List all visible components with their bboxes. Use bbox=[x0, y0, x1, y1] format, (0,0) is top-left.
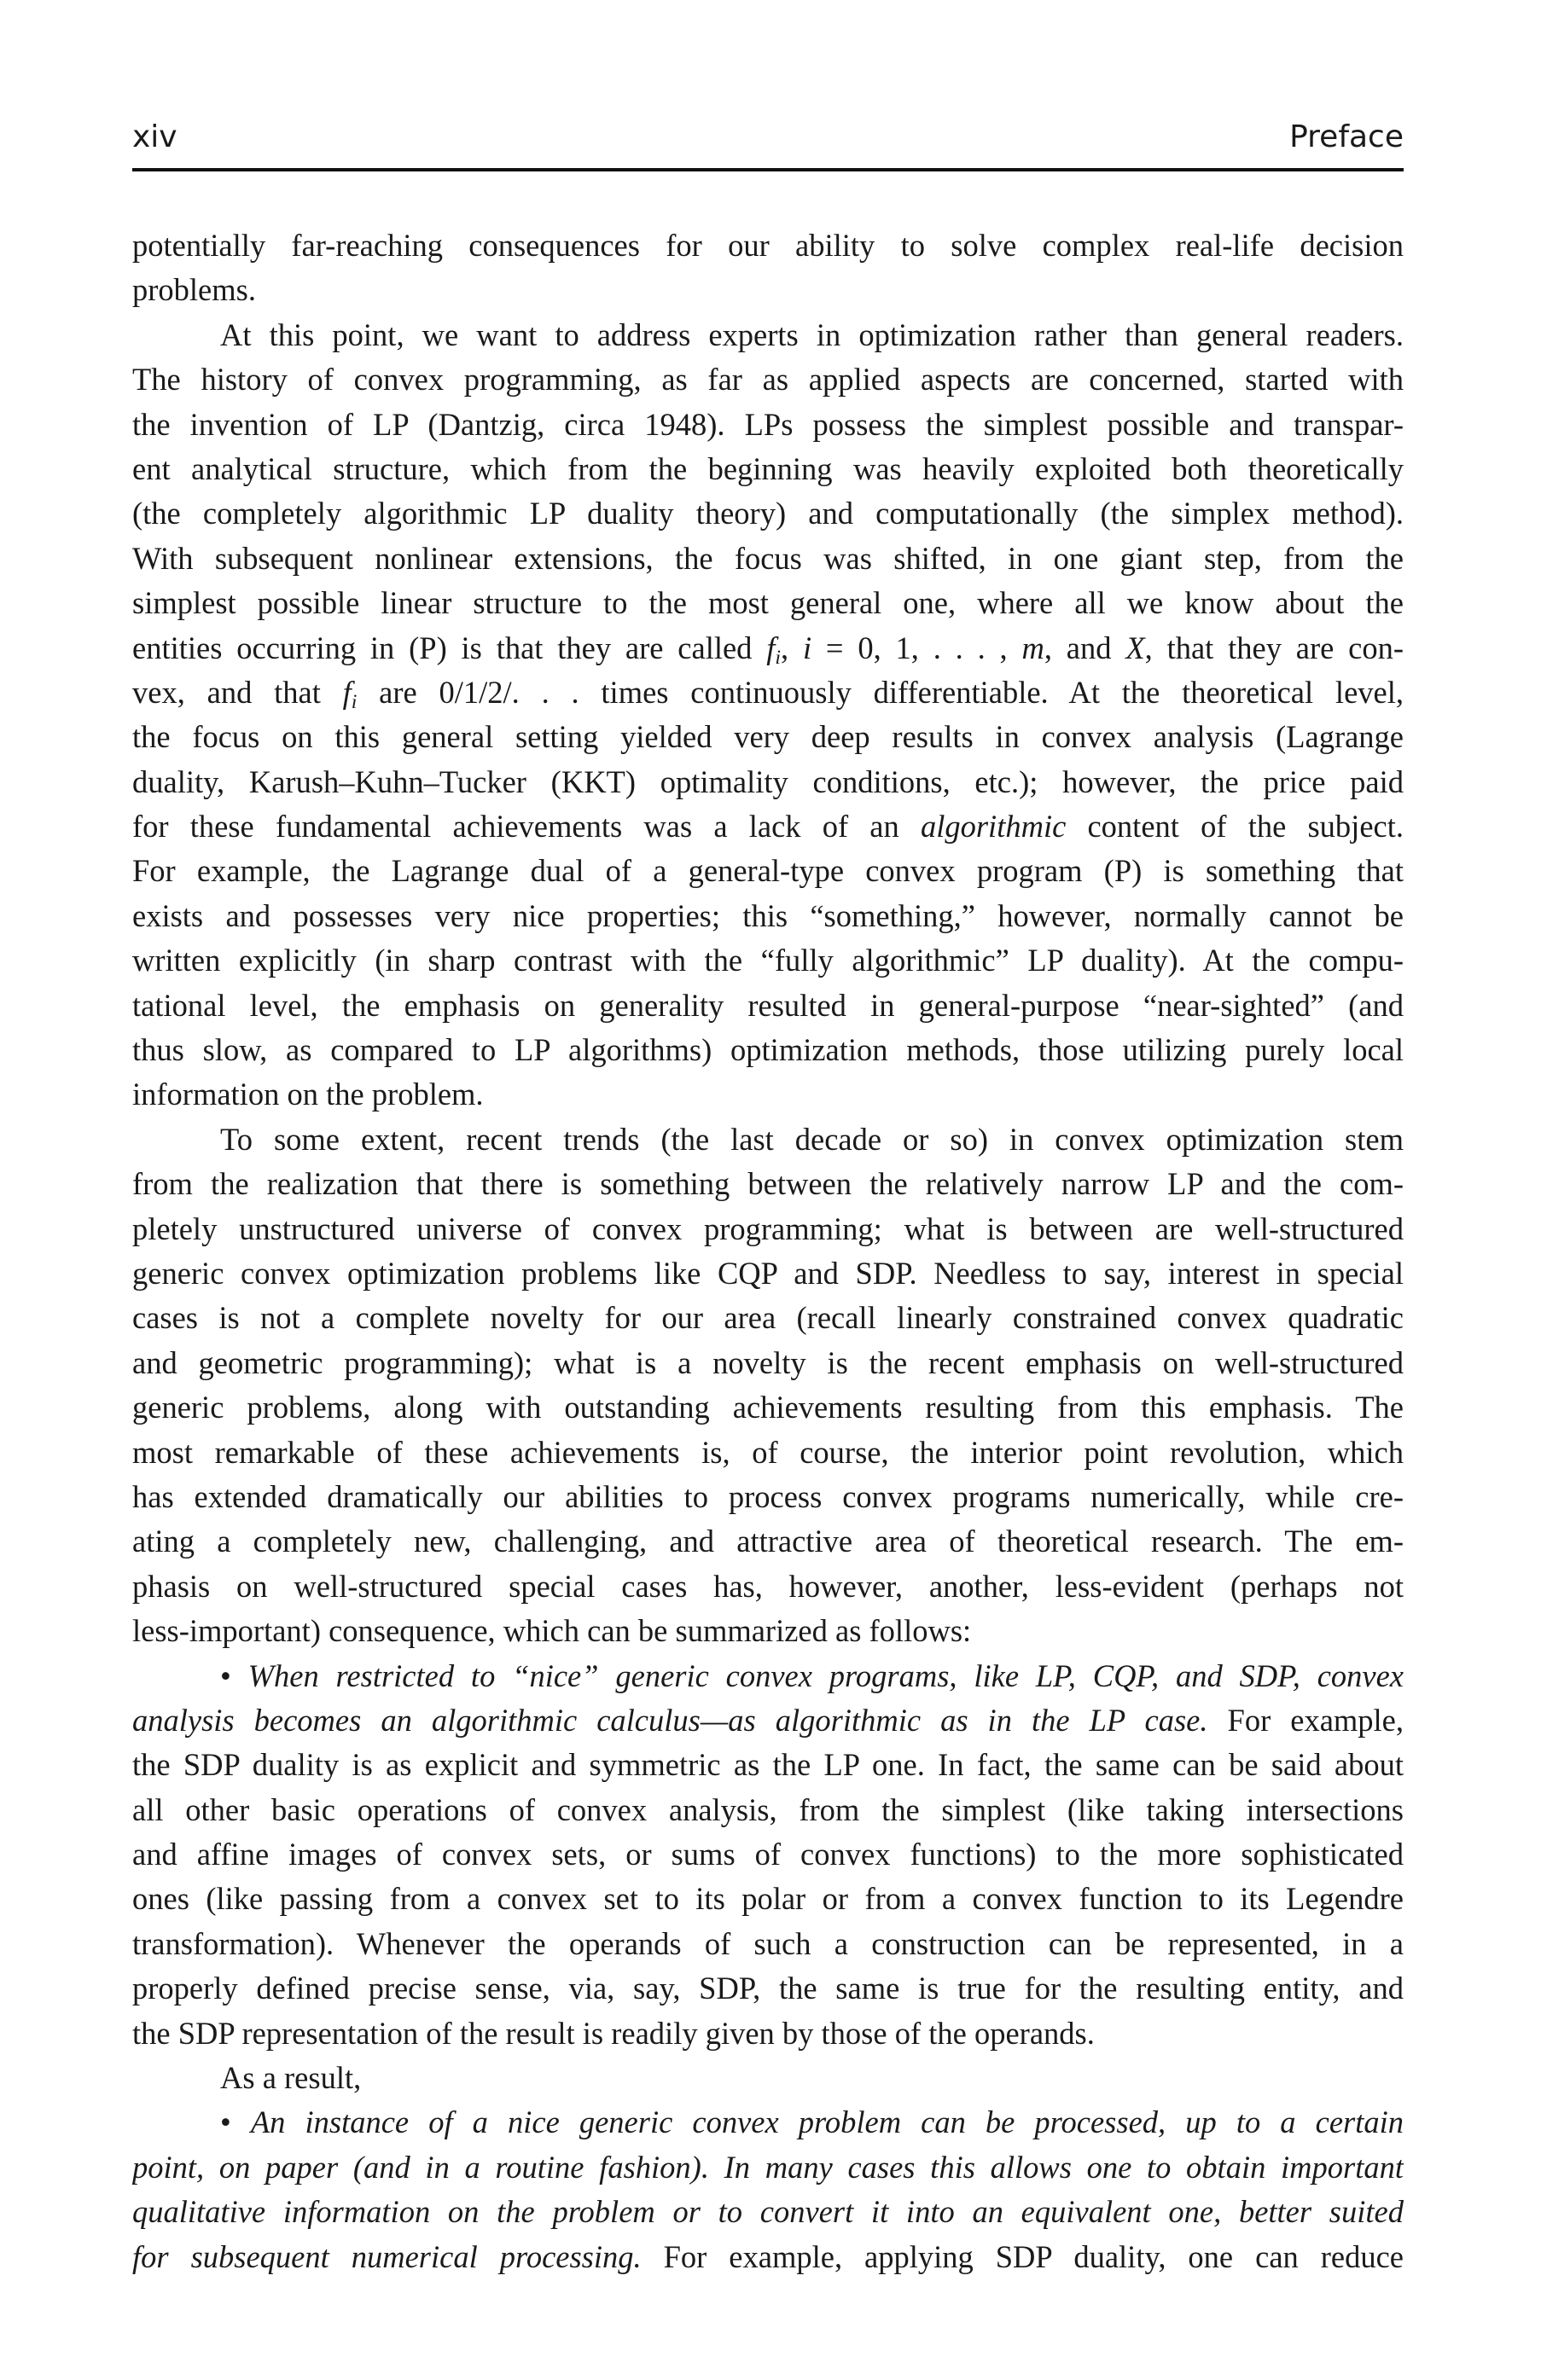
text-run: generic convex optimization problems like CQP and SDP. Needless to say, interest in special bbox=[132, 1255, 1404, 1291]
text-line bbox=[132, 804, 1404, 849]
italic-text: X bbox=[1125, 630, 1145, 665]
text-run: has extended dramatically our abilities to process convex programs numerically, while cre- bbox=[132, 1478, 1404, 1514]
text-line bbox=[132, 1564, 1404, 1609]
subscript: i bbox=[351, 690, 358, 713]
text-line bbox=[132, 1832, 1404, 1877]
italic-text: When restricted to “nice” generic convex programs, like LP, CQP, and SDP, convex bbox=[247, 1657, 1404, 1693]
text-run: ating a completely new, challenging, and attractive area of theoretical research. The em- bbox=[132, 1524, 1404, 1559]
text-run: properly defined precise sense, via, say, SDP, the same is true for the resulting entity, and bbox=[132, 1971, 1404, 2006]
text-line bbox=[132, 268, 1404, 312]
text-line bbox=[132, 403, 1404, 447]
italic-text: point, on paper (and in a routine fashion). In many cases this allows one to obtain important bbox=[132, 2149, 1404, 2185]
text-run: potentially far-reaching consequences for our ability to solve complex real-life decision bbox=[132, 228, 1404, 263]
text-run: cases is not a complete novelty for our area (recall linearly constrained convex quadratic bbox=[132, 1300, 1404, 1336]
text-run: The history of convex programming, as far as applied aspects are concerned, started with bbox=[132, 362, 1404, 398]
italic-text: f bbox=[342, 674, 352, 710]
text-run: less-important) consequence, which can be summarized as follows: bbox=[132, 1613, 972, 1649]
text-run: ones (like passing from a convex set to its polar or from a convex function to its Legendre bbox=[132, 1881, 1404, 1917]
text-run: and geometric programming); what is a novelty is the recent emphasis on well-structured bbox=[132, 1344, 1404, 1380]
text-run: (the completely algorithmic LP duality theory) and computationally (the simplex method). bbox=[132, 496, 1404, 531]
text-line bbox=[132, 1609, 1404, 1653]
subscript: i bbox=[775, 646, 781, 669]
running-title: Preface bbox=[1289, 119, 1404, 154]
text-run: from the realization that there is something between the relatively narrow LP and the com- bbox=[132, 1166, 1404, 1202]
text-line bbox=[132, 1028, 1404, 1072]
text-run: At this point, we want to address experts in optimization rather than general readers. bbox=[220, 316, 1404, 352]
text-run: ent analytical structure, which from the beginning was heavily exploited both theoretically bbox=[132, 450, 1404, 486]
text-run: pletely unstructured universe of convex programming; what is between are well-structured bbox=[132, 1210, 1404, 1246]
text-line bbox=[132, 2011, 1404, 2056]
text-run: and affine images of convex sets, or sums of convex functions) to the more sophisticated bbox=[132, 1837, 1404, 1872]
text-run: all other basic operations of convex analysis, from the simplest (like taking intersections bbox=[132, 1791, 1404, 1827]
text-run: = 0, 1, . . . , bbox=[811, 630, 1022, 665]
text-line bbox=[132, 849, 1404, 893]
italic-text: for subsequent numerical processing. bbox=[132, 2238, 642, 2274]
italic-text: algorithmic bbox=[920, 809, 1067, 845]
text-run: • bbox=[220, 2104, 251, 2140]
text-run: vex, and that bbox=[132, 674, 343, 710]
text-line bbox=[132, 1117, 1404, 1162]
text-line bbox=[132, 1922, 1404, 1966]
running-header bbox=[132, 119, 1404, 167]
text-run: problems. bbox=[132, 272, 256, 308]
text-line bbox=[132, 581, 1404, 625]
text-line bbox=[132, 1966, 1404, 2011]
text-run: thus slow, as compared to LP algorithms) optimization methods, those utilizing purely local bbox=[132, 1032, 1404, 1068]
text-line bbox=[132, 1296, 1404, 1340]
text-run: To some extent, recent trends (the last decade or so) in convex optimization stem bbox=[220, 1121, 1404, 1157]
italic-text: f bbox=[766, 630, 776, 665]
text-run: As a result, bbox=[220, 2060, 362, 2096]
text-run: content of the subject. bbox=[1066, 809, 1404, 845]
text-run: tational level, the emphasis on generality resulted in general-purpose “near-sighted” (and bbox=[132, 987, 1404, 1023]
text-line bbox=[132, 2145, 1404, 2190]
header-rule bbox=[132, 168, 1404, 171]
text-run: duality, Karush–Kuhn–Tucker (KKT) optimality conditions, etc.); however, the price paid bbox=[132, 763, 1404, 799]
text-line bbox=[132, 537, 1404, 581]
text-run: , and bbox=[1044, 630, 1126, 665]
text-run: the invention of LP (Dantzig, circa 1948). LPs possess the simplest possible and transpar- bbox=[132, 406, 1404, 442]
italic-text: analysis becomes an algorithmic calculus—as algorithmic as in the LP case. bbox=[132, 1702, 1208, 1738]
text-run: • bbox=[220, 1657, 248, 1693]
text-run: phasis on well-structured special cases has, however, another, less-evident (perhaps not bbox=[132, 1568, 1404, 1604]
text-line bbox=[132, 1698, 1404, 1743]
text-run: the focus on this general setting yielded very deep results in convex analysis (Lagrange bbox=[132, 719, 1404, 755]
text-line bbox=[132, 984, 1404, 1028]
text-line bbox=[132, 1475, 1404, 1519]
text-run: , bbox=[781, 630, 803, 665]
text-run: written explicitly (in sharp contrast with the “fully algorithmic” LP duality). At the compu- bbox=[132, 943, 1404, 978]
text-run: With subsequent nonlinear extensions, the focus was shifted, in one giant step, from the bbox=[132, 540, 1404, 576]
body-text bbox=[132, 223, 1404, 2279]
italic-text: An instance of a nice generic convex problem can be processed, up to a certain bbox=[250, 2104, 1404, 2140]
text-line bbox=[132, 447, 1404, 491]
text-line bbox=[132, 1519, 1404, 1564]
text-line bbox=[132, 1654, 1404, 1698]
text-line bbox=[132, 1162, 1404, 1206]
text-run: most remarkable of these achievements is, of course, the interior point revolution, which bbox=[132, 1434, 1404, 1470]
text-run: transformation). Whenever the operands of such a construction can be represented, in a bbox=[132, 1925, 1404, 1961]
text-line bbox=[132, 1207, 1404, 1251]
text-line bbox=[132, 626, 1404, 670]
text-line bbox=[132, 670, 1404, 715]
text-line bbox=[132, 2190, 1404, 2234]
text-run: the SDP representation of the result is readily given by those of the operands. bbox=[132, 2015, 1095, 2051]
text-run: , that they are con- bbox=[1144, 630, 1404, 665]
text-line bbox=[132, 1341, 1404, 1385]
text-line bbox=[132, 1251, 1404, 1296]
text-line bbox=[132, 1072, 1404, 1117]
text-line bbox=[132, 2235, 1404, 2279]
text-line bbox=[132, 1385, 1404, 1430]
text-run: exists and possesses very nice properties; this “something,” however, normally cannot be bbox=[132, 897, 1404, 933]
text-run: for these fundamental achievements was a lack of an bbox=[132, 809, 921, 845]
text-run: generic problems, along with outstanding achievements resulting from this emphasis. The bbox=[132, 1390, 1404, 1425]
text-line bbox=[132, 938, 1404, 983]
text-line bbox=[132, 2056, 1404, 2100]
italic-text: m bbox=[1021, 630, 1044, 665]
text-line bbox=[132, 894, 1404, 938]
text-line bbox=[132, 1431, 1404, 1475]
text-run: are 0/1/2/. . . times continuously differentiable. At the theoretical level, bbox=[357, 674, 1404, 710]
text-run: entities occurring in (P) is that they are called bbox=[132, 630, 767, 665]
text-line bbox=[132, 2100, 1404, 2145]
page-number: xiv bbox=[132, 119, 177, 154]
text-line bbox=[132, 760, 1404, 804]
text-line bbox=[132, 491, 1404, 536]
italic-text: qualitative information on the problem or to convert it into an equivalent one, better suited bbox=[132, 2194, 1404, 2230]
text-line bbox=[132, 313, 1404, 357]
text-line bbox=[132, 1788, 1404, 1832]
text-run: the SDP duality is as explicit and symmetric as the LP one. In fact, the same can be said about bbox=[132, 1747, 1404, 1783]
text-run: information on the problem. bbox=[132, 1077, 484, 1112]
text-line bbox=[132, 223, 1404, 268]
text-line bbox=[132, 715, 1404, 759]
text-line bbox=[132, 1877, 1404, 1921]
text-line bbox=[132, 1743, 1404, 1787]
text-run: For example, applying SDP duality, one can reduce bbox=[641, 2238, 1404, 2274]
text-run: For example, the Lagrange dual of a general-type convex program (P) is something that bbox=[132, 853, 1404, 889]
text-line bbox=[132, 357, 1404, 402]
text-run: simplest possible linear structure to the most general one, where all we know about the bbox=[132, 585, 1404, 621]
text-run: For example, bbox=[1207, 1702, 1404, 1738]
italic-text: i bbox=[802, 630, 812, 665]
